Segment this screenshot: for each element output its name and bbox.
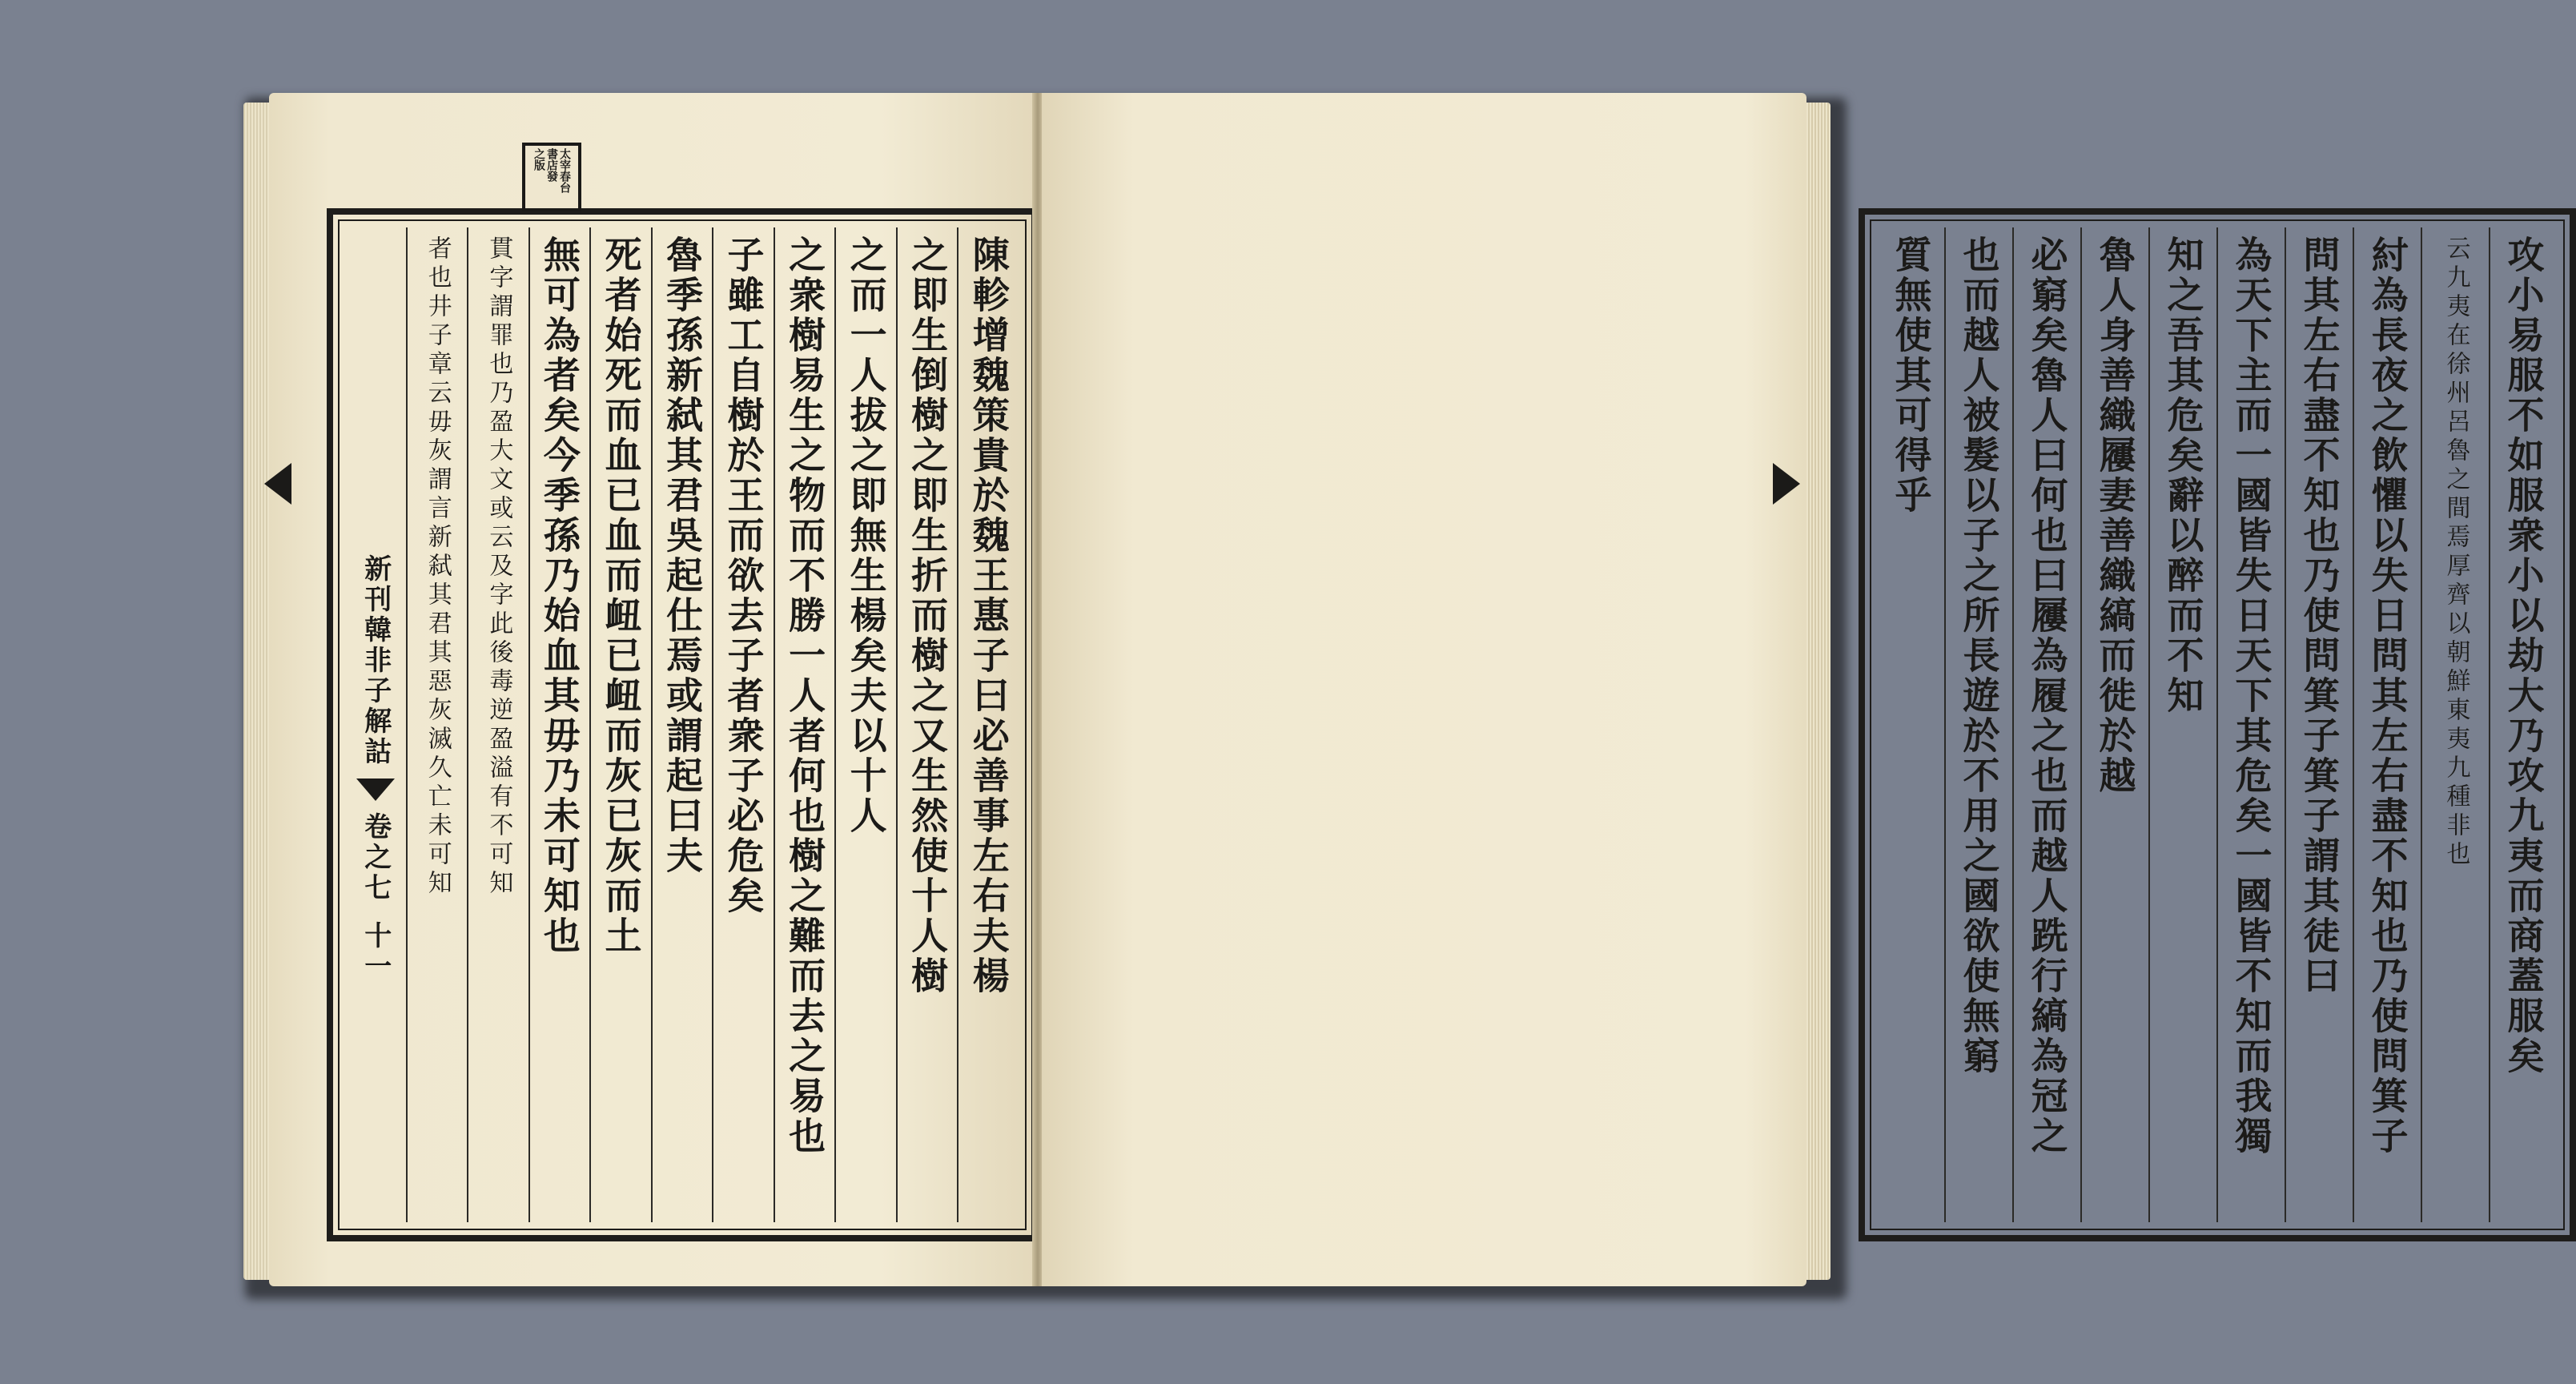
column-text: 知之吾其危矣辭以醉而不知: [2161, 235, 2205, 716]
text-column: [2012, 227, 2080, 1222]
column-text: 也而越人被髮以子之所長遊於不用之國欲使無窮: [1957, 235, 2001, 1076]
left-page-edges: [243, 103, 272, 1280]
column-text: 質無使其可得乎: [1889, 235, 1933, 516]
text-column: [896, 227, 958, 1222]
seal-line: 書店發: [545, 148, 558, 182]
text-column: [834, 227, 896, 1222]
column-text: 陳軫增魏策貴於魏王惠子曰必善事左右夫楊: [967, 235, 1011, 996]
text-column: [589, 227, 651, 1222]
page-number: 十一: [359, 921, 392, 982]
text-column: [467, 227, 528, 1222]
column-text: 魯人身善織屨妻善織縞而徙於越: [2093, 235, 2137, 796]
book-title: 新刊韓非子解詁: [359, 554, 392, 767]
text-column: [2489, 227, 2557, 1222]
text-column: [957, 227, 1019, 1222]
text-column: [2421, 227, 2489, 1222]
column-text: 子雖工自樹於王而欲去子者衆子必危矣: [721, 235, 766, 916]
column-text: 無可為者矣今季孫乃始血其毋乃未可知也: [537, 235, 581, 956]
text-column: [406, 227, 468, 1222]
volume-label: 卷之七: [359, 812, 392, 903]
column-text: 必窮矣魯人曰何也曰屨為履之也而越人跣行縞為冠之: [2025, 235, 2069, 1157]
seal-line: 之版: [532, 148, 545, 171]
text-column: [774, 227, 835, 1222]
right-page-frame: [1859, 208, 2576, 1241]
ownership-seal: [522, 143, 581, 211]
right-text-columns: [1878, 227, 2557, 1222]
left-page-frame: [327, 208, 1038, 1241]
text-column: [2080, 227, 2148, 1222]
open-book: [237, 86, 2546, 1294]
text-column: [2148, 227, 2216, 1222]
text-column: [712, 227, 774, 1222]
column-text: 紂為長夜之飲懼以失日問其左右盡不知也乃使問箕子: [2365, 235, 2409, 1157]
column-text: 之即生倒樹之即生折而樹之又生然使十人樹: [906, 235, 950, 996]
column-text: 攻小易服不如服衆小以劫大乃攻九夷而商蓋服矣: [2502, 235, 2546, 1076]
right-page: [1042, 93, 2546, 1286]
text-column: [2353, 227, 2421, 1222]
column-text: 為天下主而一國皆失日天下其危矣一國皆不知而我獨: [2229, 235, 2273, 1157]
text-column: [651, 227, 713, 1222]
column-text: 問其左右盡不知也乃使問箕子箕子謂其徒曰: [2297, 235, 2341, 996]
seal-line: 太宰春台: [558, 148, 571, 193]
text-column: [2285, 227, 2353, 1222]
fishtail-marker-right: [1773, 463, 1800, 505]
fishtail-icon: [356, 778, 395, 801]
text-column: [2216, 227, 2285, 1222]
text-column: [1878, 227, 1944, 1222]
column-text: 者也井子章云毋灰謂言新弑其君其惡灰滅久亡未可知: [423, 235, 452, 899]
right-page-edges: [1803, 103, 1831, 1280]
column-text: 之而一人拔之即無生楊矣夫以十人: [844, 235, 888, 836]
left-page: [269, 93, 1034, 1286]
column-text: 魯季孫新弑其君吳起仕焉或謂起曰夫: [660, 235, 704, 876]
column-text: 死者始死而血已血而衄已衄而灰已灰而土: [599, 235, 643, 956]
left-text-columns: [346, 227, 1019, 1222]
text-column: [1944, 227, 2012, 1222]
fishtail-marker-left: [264, 463, 291, 505]
column-text: 貫字謂罪也乃盈大文或云及字此後毒逆盈溢有不可知: [484, 235, 513, 899]
text-column: [528, 227, 590, 1222]
hanshin-column: [346, 227, 406, 1222]
column-text: 云九夷在徐州呂魯之間焉厚齊以朝鮮東夷九種非也: [2441, 235, 2470, 870]
column-text: 之衆樹易生之物而不勝一人者何也樹之難而去之易也: [783, 235, 827, 1157]
